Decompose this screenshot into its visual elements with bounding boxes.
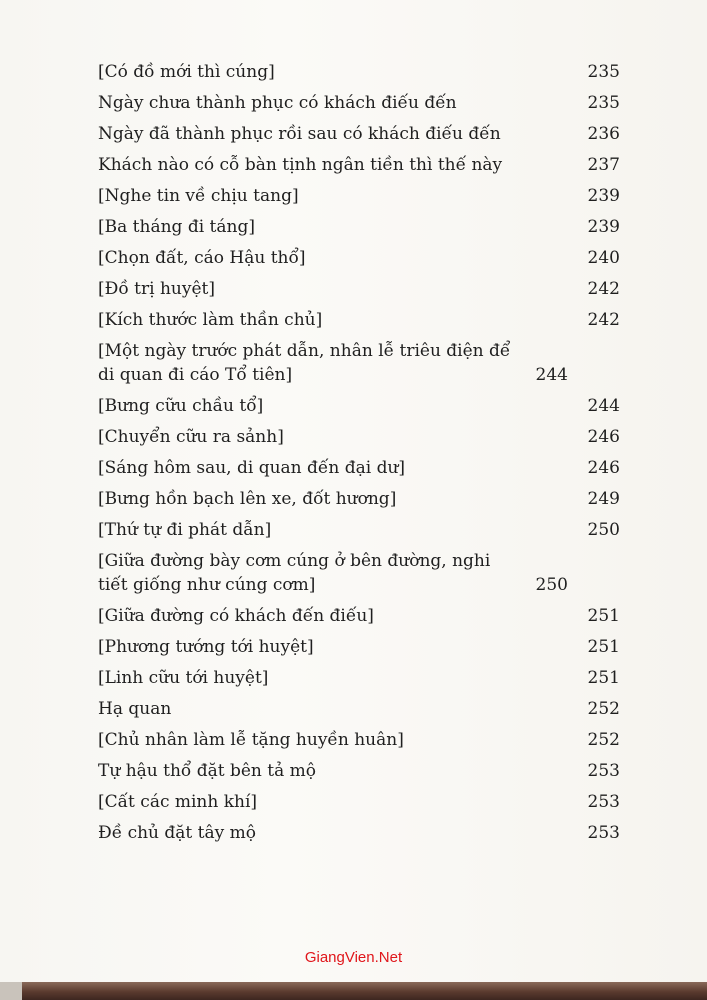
toc-entry (98, 425, 620, 449)
toc-entry-page: 251 (587, 606, 620, 626)
toc-entry (98, 153, 620, 177)
toc-entry (98, 790, 620, 814)
toc-entry-title: [Sáng hôm sau, di quan đến đại dư] (98, 458, 406, 478)
toc-entry-title: [Nghe tin về chịu tang] (98, 186, 299, 206)
toc-entry (98, 728, 620, 752)
toc-entry-page: 237 (587, 155, 620, 175)
toc-entry-title: [Phương tướng tới huyệt] (98, 637, 314, 657)
toc-entry-title: [Bưng cữu chầu tổ] (98, 396, 264, 416)
toc-entry-page: 236 (587, 124, 620, 144)
toc-entry-page: 251 (587, 637, 620, 657)
toc-entry-title: [Chọn đất, cáo Hậu thổ] (98, 248, 306, 268)
toc-entry-title: [Bưng hồn bạch lên xe, đốt hương] (98, 489, 397, 509)
toc-entry (98, 122, 620, 146)
toc-entry (98, 215, 620, 239)
toc-entry-title: [Thứ tự đi phát dẫn] (98, 520, 272, 540)
toc-entry (98, 487, 620, 511)
toc-entry (98, 759, 620, 783)
toc-entry-page: 244 (535, 365, 568, 385)
toc-entry (98, 697, 620, 721)
toc-entry-page: 242 (587, 310, 620, 330)
toc-entry (98, 184, 620, 208)
toc-entry (98, 394, 620, 418)
toc-entry (98, 666, 620, 690)
toc-entry-page: 246 (587, 458, 620, 478)
toc-entry-title: Ngày đã thành phục rồi sau có khách điếu đến (98, 124, 501, 144)
toc-entry-page: 252 (587, 699, 620, 719)
toc-entry-page: 253 (587, 823, 620, 843)
toc-entry-title: [Giữa đường có khách đến điếu] (98, 606, 374, 626)
toc-entry (98, 549, 568, 597)
toc-entry (98, 339, 568, 387)
toc-entry-page: 240 (587, 248, 620, 268)
toc-entry (98, 60, 620, 84)
toc-entry-title: Khách nào có cỗ bàn tịnh ngân tiền thì thế này (98, 155, 503, 175)
toc-entry-title: [Giữa đường bày cơm cúng ở bên đường, nghi tiết giống như cúng cơm] (98, 551, 491, 595)
toc-entry (98, 277, 620, 301)
toc-entry-title: Tự hậu thổ đặt bên tả mộ (98, 761, 316, 781)
toc-entry-title: Đề chủ đặt tây mộ (98, 823, 256, 843)
toc-entry-page: 250 (587, 520, 620, 540)
toc-entry-page: 239 (587, 217, 620, 237)
toc-entry-title: Ngày chưa thành phục có khách điếu đến (98, 93, 457, 113)
toc-entry-page: 235 (587, 62, 620, 82)
toc-entry-page: 235 (587, 93, 620, 113)
toc-entry-page: 250 (535, 575, 568, 595)
book-bottom-edge (0, 982, 707, 1000)
toc-entry (98, 456, 620, 480)
toc-entry (98, 635, 620, 659)
toc-entry (98, 604, 620, 628)
toc-entry-title: [Đồ trị huyệt] (98, 279, 215, 299)
watermark-text: GiangVien.Net (304, 949, 403, 966)
toc-entry-page: 252 (587, 730, 620, 750)
toc-entry-page: 251 (587, 668, 620, 688)
toc-entry-page: 253 (587, 792, 620, 812)
toc-entry (98, 821, 620, 845)
toc-entry-page: 246 (587, 427, 620, 447)
toc-entry-title: [Chủ nhân làm lễ tặng huyền huân] (98, 730, 404, 750)
toc-entry-title: [Một ngày trước phát dẫn, nhân lễ triêu điện để di quan đi cáo Tổ tiên] (98, 341, 511, 385)
table-of-contents (98, 60, 620, 845)
toc-entry-title: [Cất các minh khí] (98, 792, 258, 812)
toc-entry-title: [Linh cữu tới huyệt] (98, 668, 269, 688)
toc-entry-page: 239 (587, 186, 620, 206)
toc-entry-title: [Chuyển cữu ra sảnh] (98, 427, 284, 447)
toc-entry-title: [Ba tháng đi táng] (98, 217, 255, 237)
toc-entry-page: 242 (587, 279, 620, 299)
toc-entry (98, 246, 620, 270)
toc-entry-page: 249 (587, 489, 620, 509)
toc-entry (98, 308, 620, 332)
toc-entry (98, 518, 620, 542)
toc-entry (98, 91, 620, 115)
toc-entry-page: 244 (587, 396, 620, 416)
toc-entry-title: [Có đồ mới thì cúng] (98, 62, 275, 82)
toc-entry-title: [Kích thước làm thần chủ] (98, 310, 323, 330)
toc-entry-page: 253 (587, 761, 620, 781)
toc-entry-title: Hạ quan (98, 699, 172, 719)
